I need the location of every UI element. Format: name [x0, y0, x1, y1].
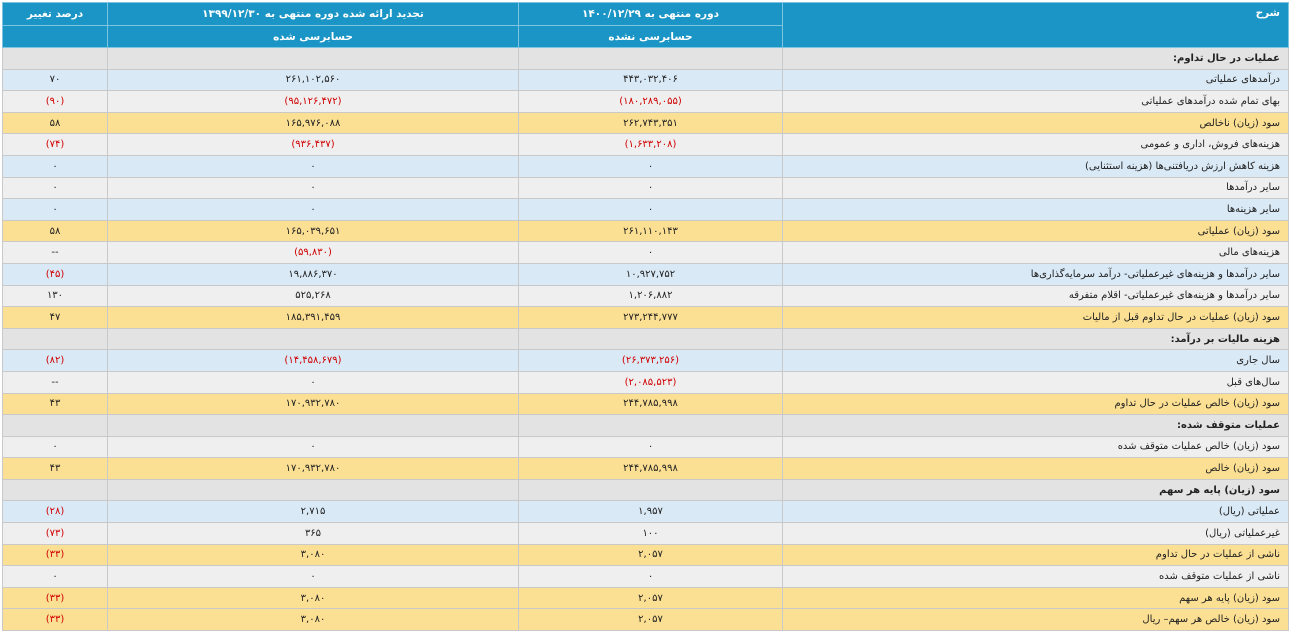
row-label: هزینه کاهش ارزش دریافتنی‌ها (هزینه استثنایی)	[783, 155, 1289, 177]
row-label: عملیاتی (ریال)	[783, 501, 1289, 523]
value-current: ۲,۰۵۷	[519, 544, 783, 566]
change-percent: (۴۵)	[3, 263, 108, 285]
table-row	[3, 436, 1289, 458]
change-percent: ۵۸	[3, 112, 108, 134]
table-row	[3, 91, 1289, 113]
value-previous: ۳۶۵	[108, 523, 519, 545]
header-current-audit-status: حسابرسی نشده	[519, 26, 783, 48]
table-row	[3, 371, 1289, 393]
row-label: هزینه‌های مالی	[783, 242, 1289, 264]
value-current	[519, 479, 783, 501]
row-label: عملیات در حال تداوم:	[783, 48, 1289, 70]
change-percent: ۰	[3, 177, 108, 199]
income-statement-wrapper	[2, 2, 1288, 631]
statement-body	[3, 48, 1289, 631]
value-current: ۰	[519, 242, 783, 264]
table-row	[3, 544, 1289, 566]
table-row	[3, 458, 1289, 480]
change-percent: ۱۳۰	[3, 285, 108, 307]
table-row	[3, 501, 1289, 523]
change-percent	[3, 48, 108, 70]
change-percent: (۳۳)	[3, 544, 108, 566]
value-current: ۰	[519, 155, 783, 177]
section-header-row	[3, 415, 1289, 437]
value-previous: ۱۶۵,۰۳۹,۶۵۱	[108, 220, 519, 242]
row-label: ناشی از عملیات در حال تداوم	[783, 544, 1289, 566]
row-label: غیرعملیاتی (ریال)	[783, 523, 1289, 545]
change-percent: --	[3, 242, 108, 264]
value-previous: ۱۷۰,۹۳۲,۷۸۰	[108, 393, 519, 415]
change-percent: ۰	[3, 199, 108, 221]
row-label: سایر هزینه‌ها	[783, 199, 1289, 221]
change-percent: (۷۳)	[3, 523, 108, 545]
value-previous: ۰	[108, 177, 519, 199]
value-previous: ۰	[108, 199, 519, 221]
value-current: ۰	[519, 436, 783, 458]
value-previous: ۱۷۰,۹۳۲,۷۸۰	[108, 458, 519, 480]
section-header-row	[3, 479, 1289, 501]
value-current: ۰	[519, 566, 783, 588]
row-label: سود (زیان) خالص هر سهم– ریال	[783, 609, 1289, 631]
row-label: ناشی از عملیات متوقف شده	[783, 566, 1289, 588]
row-label: سود (زیان) عملیات در حال تداوم قبل از مالیات	[783, 307, 1289, 329]
change-percent: (۳۳)	[3, 587, 108, 609]
value-previous: ۰	[108, 566, 519, 588]
change-percent: ۷۰	[3, 69, 108, 91]
change-percent: ۰	[3, 436, 108, 458]
value-current: ۰	[519, 177, 783, 199]
value-current: ۲۶۲,۷۴۳,۳۵۱	[519, 112, 783, 134]
change-percent: ۰	[3, 155, 108, 177]
value-previous: ۲,۷۱۵	[108, 501, 519, 523]
row-label: سود (زیان) خالص عملیات در حال تداوم	[783, 393, 1289, 415]
value-previous: ۳,۰۸۰	[108, 609, 519, 631]
value-previous: (۹۵,۱۲۶,۴۷۲)	[108, 91, 519, 113]
table-row	[3, 199, 1289, 221]
value-previous: (۱۴,۴۵۸,۶۷۹)	[108, 350, 519, 372]
value-previous	[108, 479, 519, 501]
value-current: ۲۶۱,۱۱۰,۱۴۳	[519, 220, 783, 242]
header-previous-audit-status: حسابرسی شده	[108, 26, 519, 48]
value-previous: ۰	[108, 436, 519, 458]
change-percent: ۴۳	[3, 393, 108, 415]
table-row	[3, 285, 1289, 307]
change-percent: (۳۳)	[3, 609, 108, 631]
table-row	[3, 609, 1289, 631]
table-row	[3, 177, 1289, 199]
income-statement-table	[2, 2, 1289, 631]
table-row	[3, 566, 1289, 588]
row-label: هزینه‌های فروش، اداری و عمومی	[783, 134, 1289, 156]
change-percent: (۹۰)	[3, 91, 108, 113]
value-current: ۴۴۳,۰۳۲,۴۰۶	[519, 69, 783, 91]
table-row	[3, 263, 1289, 285]
value-current: (۱,۶۳۳,۲۰۸)	[519, 134, 783, 156]
change-percent: --	[3, 371, 108, 393]
value-current: ۲۷۳,۲۴۴,۷۷۷	[519, 307, 783, 329]
row-label: هزینه مالیات بر درآمد:	[783, 328, 1289, 350]
value-current: ۲,۰۵۷	[519, 587, 783, 609]
row-label: سود (زیان) پایه هر سهم	[783, 587, 1289, 609]
value-previous: ۰	[108, 371, 519, 393]
header-period-previous: تجدید ارائه شده دوره منتهی به ۱۳۹۹/۱۲/۳۰	[108, 3, 519, 26]
header-description: شرح	[783, 3, 1289, 48]
row-label: عملیات متوقف شده:	[783, 415, 1289, 437]
header-period-current: دوره منتهی به ۱۴۰۰/۱۲/۲۹	[519, 3, 783, 26]
row-label: سایر درآمدها	[783, 177, 1289, 199]
section-header-row	[3, 48, 1289, 70]
change-percent	[3, 415, 108, 437]
row-label: بهای تمام شده درآمدهای عملیاتی	[783, 91, 1289, 113]
value-current: ۲۴۴,۷۸۵,۹۹۸	[519, 393, 783, 415]
table-row	[3, 134, 1289, 156]
value-current: ۱,۹۵۷	[519, 501, 783, 523]
row-label: سال‌های قبل	[783, 371, 1289, 393]
change-percent	[3, 328, 108, 350]
change-percent: ۵۸	[3, 220, 108, 242]
change-percent: (۲۸)	[3, 501, 108, 523]
value-previous	[108, 328, 519, 350]
table-row	[3, 393, 1289, 415]
row-label: سود (زیان) خالص	[783, 458, 1289, 480]
value-previous: ۱۹,۸۸۶,۳۷۰	[108, 263, 519, 285]
change-percent: ۰	[3, 566, 108, 588]
value-current: ۰	[519, 199, 783, 221]
value-current: (۱۸۰,۲۸۹,۰۵۵)	[519, 91, 783, 113]
row-label: سال جاری	[783, 350, 1289, 372]
value-current: (۲۶,۳۷۳,۲۵۶)	[519, 350, 783, 372]
value-previous: (۵۹,۸۳۰)	[108, 242, 519, 264]
value-current: ۱,۲۰۶,۸۸۲	[519, 285, 783, 307]
value-previous: ۵۲۵,۲۶۸	[108, 285, 519, 307]
value-current: ۱۰,۹۲۷,۷۵۲	[519, 263, 783, 285]
value-previous: ۱۶۵,۹۷۶,۰۸۸	[108, 112, 519, 134]
value-current	[519, 48, 783, 70]
table-row	[3, 587, 1289, 609]
value-current: ۲۴۴,۷۸۵,۹۹۸	[519, 458, 783, 480]
table-row	[3, 242, 1289, 264]
header-blank-cell	[3, 26, 108, 48]
change-percent: ۴۷	[3, 307, 108, 329]
value-previous: ۳,۰۸۰	[108, 544, 519, 566]
row-label: سود (زیان) خالص عملیات متوقف شده	[783, 436, 1289, 458]
table-row	[3, 69, 1289, 91]
row-label: سود (زیان) پایه هر سهم	[783, 479, 1289, 501]
value-current: ۲,۰۵۷	[519, 609, 783, 631]
section-header-row	[3, 328, 1289, 350]
value-previous: ۱۸۵,۳۹۱,۴۵۹	[108, 307, 519, 329]
table-row	[3, 220, 1289, 242]
table-row	[3, 112, 1289, 134]
row-label: درآمدهای عملیاتی	[783, 69, 1289, 91]
change-percent: (۸۲)	[3, 350, 108, 372]
table-row	[3, 350, 1289, 372]
value-previous: ۰	[108, 155, 519, 177]
change-percent: (۷۴)	[3, 134, 108, 156]
value-previous: ۲۶۱,۱۰۲,۵۶۰	[108, 69, 519, 91]
table-row	[3, 523, 1289, 545]
header-row	[3, 3, 1289, 26]
change-percent	[3, 479, 108, 501]
change-percent: ۴۳	[3, 458, 108, 480]
value-previous	[108, 48, 519, 70]
value-previous	[108, 415, 519, 437]
row-label: سایر درآمدها و هزینه‌های غیرعملیاتی- درآمد سرمایه‌گذاری‌ها	[783, 263, 1289, 285]
value-current: (۲,۰۸۵,۵۲۳)	[519, 371, 783, 393]
table-row	[3, 307, 1289, 329]
table-row	[3, 155, 1289, 177]
value-current	[519, 415, 783, 437]
value-previous: ۳,۰۸۰	[108, 587, 519, 609]
row-label: سود (زیان) عملیاتی	[783, 220, 1289, 242]
value-current	[519, 328, 783, 350]
row-label: سود (زیان) ناخالص	[783, 112, 1289, 134]
value-previous: (۹۳۶,۴۳۷)	[108, 134, 519, 156]
header-change-percent: درصد تغییر	[3, 3, 108, 26]
value-current: ۱۰۰	[519, 523, 783, 545]
row-label: سایر درآمدها و هزینه‌های غیرعملیاتی- اقلام متفرقه	[783, 285, 1289, 307]
